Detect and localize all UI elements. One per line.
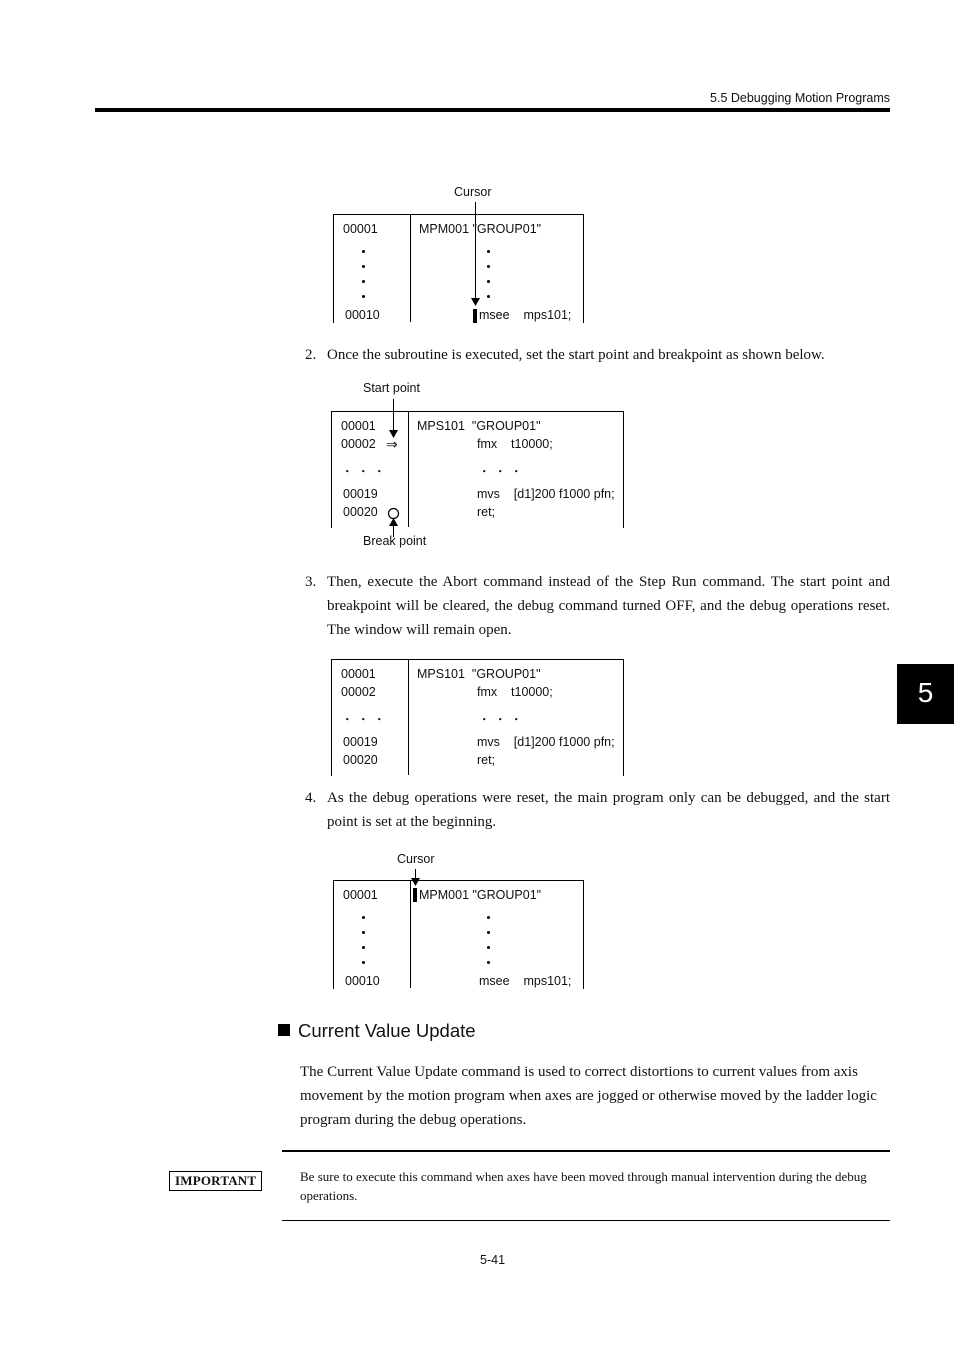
step-number: 4. xyxy=(305,790,317,806)
square-bullet-icon xyxy=(278,1024,290,1036)
page-number: 5-41 xyxy=(480,1253,506,1267)
line-number: 00001 xyxy=(341,667,376,681)
section-title: Current Value Update xyxy=(298,1020,476,1041)
step-text: As the debug operations were reset, the main program only can be debugged, and the start point is set at the beginning. xyxy=(327,790,890,830)
note-rule-top xyxy=(282,1150,890,1152)
step-number: 3. xyxy=(305,574,317,590)
step-text: Then, execute the Abort command instead of the Step Run command. The start point and breakpoint will be cleared, the debug command turned OFF, and the debug operations reset. The window will remain open. xyxy=(327,574,890,638)
ellipsis-dot xyxy=(487,961,490,964)
code-line: ret; xyxy=(477,505,496,519)
chapter-tab: 5 xyxy=(897,664,954,724)
start-point-label: Start point xyxy=(363,381,420,395)
running-header: 5.5 Debugging Motion Programs xyxy=(710,91,890,105)
line-number-divider xyxy=(408,411,409,527)
line-number: 00020 xyxy=(343,505,378,519)
ellipsis-dot xyxy=(362,916,365,919)
ellipsis-dot xyxy=(487,265,490,268)
line-number: 00019 xyxy=(343,735,378,749)
ellipsis-dot xyxy=(362,946,365,949)
break-point-label: Break point xyxy=(363,534,427,548)
line-number: 00001 xyxy=(341,419,376,433)
text-cursor xyxy=(473,309,477,323)
code-line: fmx t10000; xyxy=(477,685,553,699)
important-label: IMPORTANT xyxy=(169,1171,262,1191)
step-2 xyxy=(305,343,890,367)
ellipsis: ・ ・ ・ xyxy=(478,465,523,479)
code-line: ret; xyxy=(477,753,496,767)
ellipsis-dot xyxy=(487,946,490,949)
code-line: MPS101 "GROUP01" xyxy=(417,667,541,681)
step-3 xyxy=(305,570,890,642)
ellipsis-dot xyxy=(487,250,490,253)
cursor-label: Cursor xyxy=(454,185,492,199)
section-heading xyxy=(278,1020,476,1042)
step-text: Once the subroutine is executed, set the start point and breakpoint as shown below. xyxy=(327,347,825,363)
header-rule xyxy=(95,108,890,112)
note-rule-bottom xyxy=(282,1220,890,1221)
code-line: MPM001 "GROUP01" xyxy=(419,222,542,236)
break-point-arrowhead xyxy=(389,518,398,526)
important-note-text: Be sure to execute this command when axes have been moved through manual intervention during the debug operations. xyxy=(300,1169,867,1203)
code-line: msee mps101; xyxy=(479,308,572,322)
line-number: 00019 xyxy=(343,487,378,501)
code-line: mvs [d1]200 f1000 pfn; xyxy=(477,487,615,501)
code-line: MPM001 "GROUP01" xyxy=(419,888,542,902)
ellipsis: ・ ・ ・ xyxy=(341,713,386,727)
line-number-divider xyxy=(408,659,409,775)
ellipsis-dot xyxy=(487,916,490,919)
ellipsis-dot xyxy=(487,280,490,283)
ellipsis: ・ ・ ・ xyxy=(478,713,523,727)
line-number: 00001 xyxy=(343,888,378,902)
section-paragraph: The Current Value Update command is used to correct distortions to current values from axis movement by the motion program when axes are jogged or otherwise moved by the ladder logic program during the debug operations. xyxy=(300,1064,877,1128)
ellipsis-dot xyxy=(487,931,490,934)
ellipsis-dot xyxy=(362,961,365,964)
ellipsis-dot xyxy=(362,295,365,298)
code-line: fmx t10000; xyxy=(477,437,553,451)
ellipsis-dot xyxy=(362,265,365,268)
start-point-arrow-icon: ⇒ xyxy=(386,436,398,452)
ellipsis-dot xyxy=(362,250,365,253)
ellipsis-dot xyxy=(487,295,490,298)
line-number-divider xyxy=(410,214,411,322)
code-line: mvs [d1]200 f1000 pfn; xyxy=(477,735,615,749)
line-number: 00010 xyxy=(345,974,380,988)
line-number: 00010 xyxy=(345,308,380,322)
ellipsis: ・ ・ ・ xyxy=(341,465,386,479)
ellipsis-dot xyxy=(362,931,365,934)
line-number: 00020 xyxy=(343,753,378,767)
text-cursor xyxy=(413,888,417,902)
step-number: 2. xyxy=(305,347,317,363)
line-number: 00002 xyxy=(341,437,376,451)
ellipsis-dot xyxy=(362,280,365,283)
line-number-divider xyxy=(410,880,411,988)
code-line: MPS101 "GROUP01" xyxy=(417,419,541,433)
step-4 xyxy=(305,786,890,834)
line-number: 00001 xyxy=(343,222,378,236)
cursor-label: Cursor xyxy=(397,852,435,866)
code-line: msee mps101; xyxy=(479,974,572,988)
line-number: 00002 xyxy=(341,685,376,699)
